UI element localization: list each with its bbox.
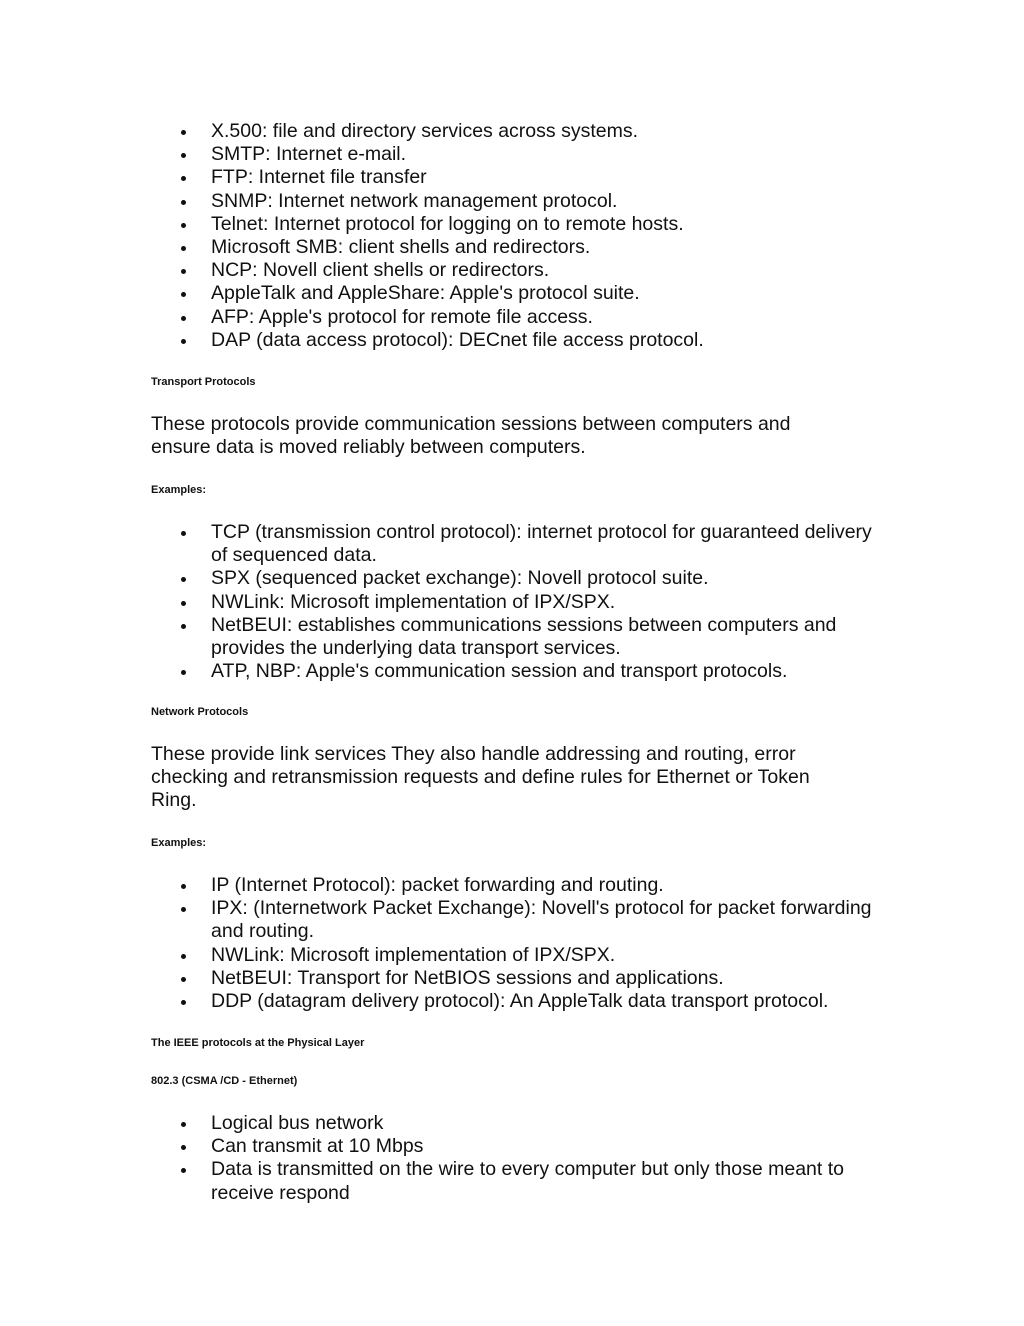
list-item: NetBEUI: Transport for NetBIOS sessions and applications. (151, 967, 881, 990)
bullet-icon (181, 1168, 186, 1173)
application-protocols-list-block (151, 120, 881, 352)
transport-protocols-heading: Transport Protocols (151, 376, 256, 388)
ieee-protocols-heading: The IEEE protocols at the Physical Layer (151, 1037, 365, 1049)
network-examples-list (151, 874, 881, 1013)
bullet-icon (181, 670, 186, 675)
transport-examples-label: Examples: (151, 484, 207, 496)
network-protocols-heading: Network Protocols (151, 706, 249, 718)
bullet-icon (181, 339, 186, 344)
bullet-icon (181, 130, 186, 135)
list-item: Data is transmitted on the wire to every computer but only those meant to receive respond (151, 1158, 881, 1204)
list-item: DAP (data access protocol): DECnet file access protocol. (151, 329, 881, 352)
list-item: FTP: Internet file transfer (151, 166, 881, 189)
bullet-icon (181, 246, 186, 251)
list-item: TCP (transmission control protocol): internet protocol for guaranteed delivery of sequenced data. (151, 521, 881, 567)
list-item: SMTP: Internet e-mail. (151, 143, 881, 166)
bullet-icon (181, 954, 186, 959)
transport-examples-list-block (151, 521, 881, 683)
list-item: AppleTalk and AppleShare: Apple's protocol suite. (151, 282, 881, 305)
bullet-icon (181, 292, 186, 297)
bullet-icon (181, 200, 186, 205)
network-protocols-paragraph: These provide link services They also handle addressing and routing, error checking and retransmission requests and define rules for Ethernet or Token Ring. (151, 743, 810, 812)
bullet-icon (181, 176, 186, 181)
bullet-icon (181, 316, 186, 321)
bullet-icon (181, 1122, 186, 1127)
application-protocols-list (151, 120, 881, 352)
list-item: Microsoft SMB: client shells and redirectors. (151, 236, 881, 259)
bullet-icon (181, 601, 186, 606)
ieee-8023-subheading: 802.3 (CSMA /CD - Ethernet) (151, 1075, 298, 1087)
bullet-icon (181, 577, 186, 582)
list-item: SNMP: Internet network management protocol. (151, 190, 881, 213)
bullet-icon (181, 153, 186, 158)
bullet-icon (181, 977, 186, 982)
network-examples-label: Examples: (151, 837, 207, 849)
bullet-icon (181, 223, 186, 228)
list-item: NetBEUI: establishes communications sessions between computers and provides the underlying data transport services. (151, 614, 881, 660)
list-item: Logical bus network (151, 1112, 881, 1135)
transport-protocols-paragraph: These protocols provide communication sessions between computers and ensure data is moved reliably between computers. (151, 413, 791, 459)
list-item: Telnet: Internet protocol for logging on to remote hosts. (151, 213, 881, 236)
list-item: DDP (datagram delivery protocol): An AppleTalk data transport protocol. (151, 990, 881, 1013)
network-examples-list-block (151, 874, 881, 1013)
list-item: X.500: file and directory services across systems. (151, 120, 881, 143)
list-item: IPX: (Internetwork Packet Exchange): Novell's protocol for packet forwarding and routing. (151, 897, 881, 943)
bullet-icon (181, 1000, 186, 1005)
list-item: Can transmit at 10 Mbps (151, 1135, 881, 1158)
bullet-icon (181, 624, 186, 629)
bullet-icon (181, 269, 186, 274)
list-item: SPX (sequenced packet exchange): Novell protocol suite. (151, 567, 881, 590)
bullet-icon (181, 884, 186, 889)
transport-examples-list (151, 521, 881, 683)
ieee-8023-list (151, 1112, 881, 1205)
list-item: ATP, NBP: Apple's communication session and transport protocols. (151, 660, 881, 683)
bullet-icon (181, 907, 186, 912)
list-item: NWLink: Microsoft implementation of IPX/SPX. (151, 591, 881, 614)
bullet-icon (181, 1145, 186, 1150)
list-item: IP (Internet Protocol): packet forwarding and routing. (151, 874, 881, 897)
bullet-icon (181, 531, 186, 536)
list-item: AFP: Apple's protocol for remote file access. (151, 306, 881, 329)
list-item: NWLink: Microsoft implementation of IPX/SPX. (151, 944, 881, 967)
ieee-8023-list-block (151, 1112, 881, 1205)
list-item: NCP: Novell client shells or redirectors. (151, 259, 881, 282)
